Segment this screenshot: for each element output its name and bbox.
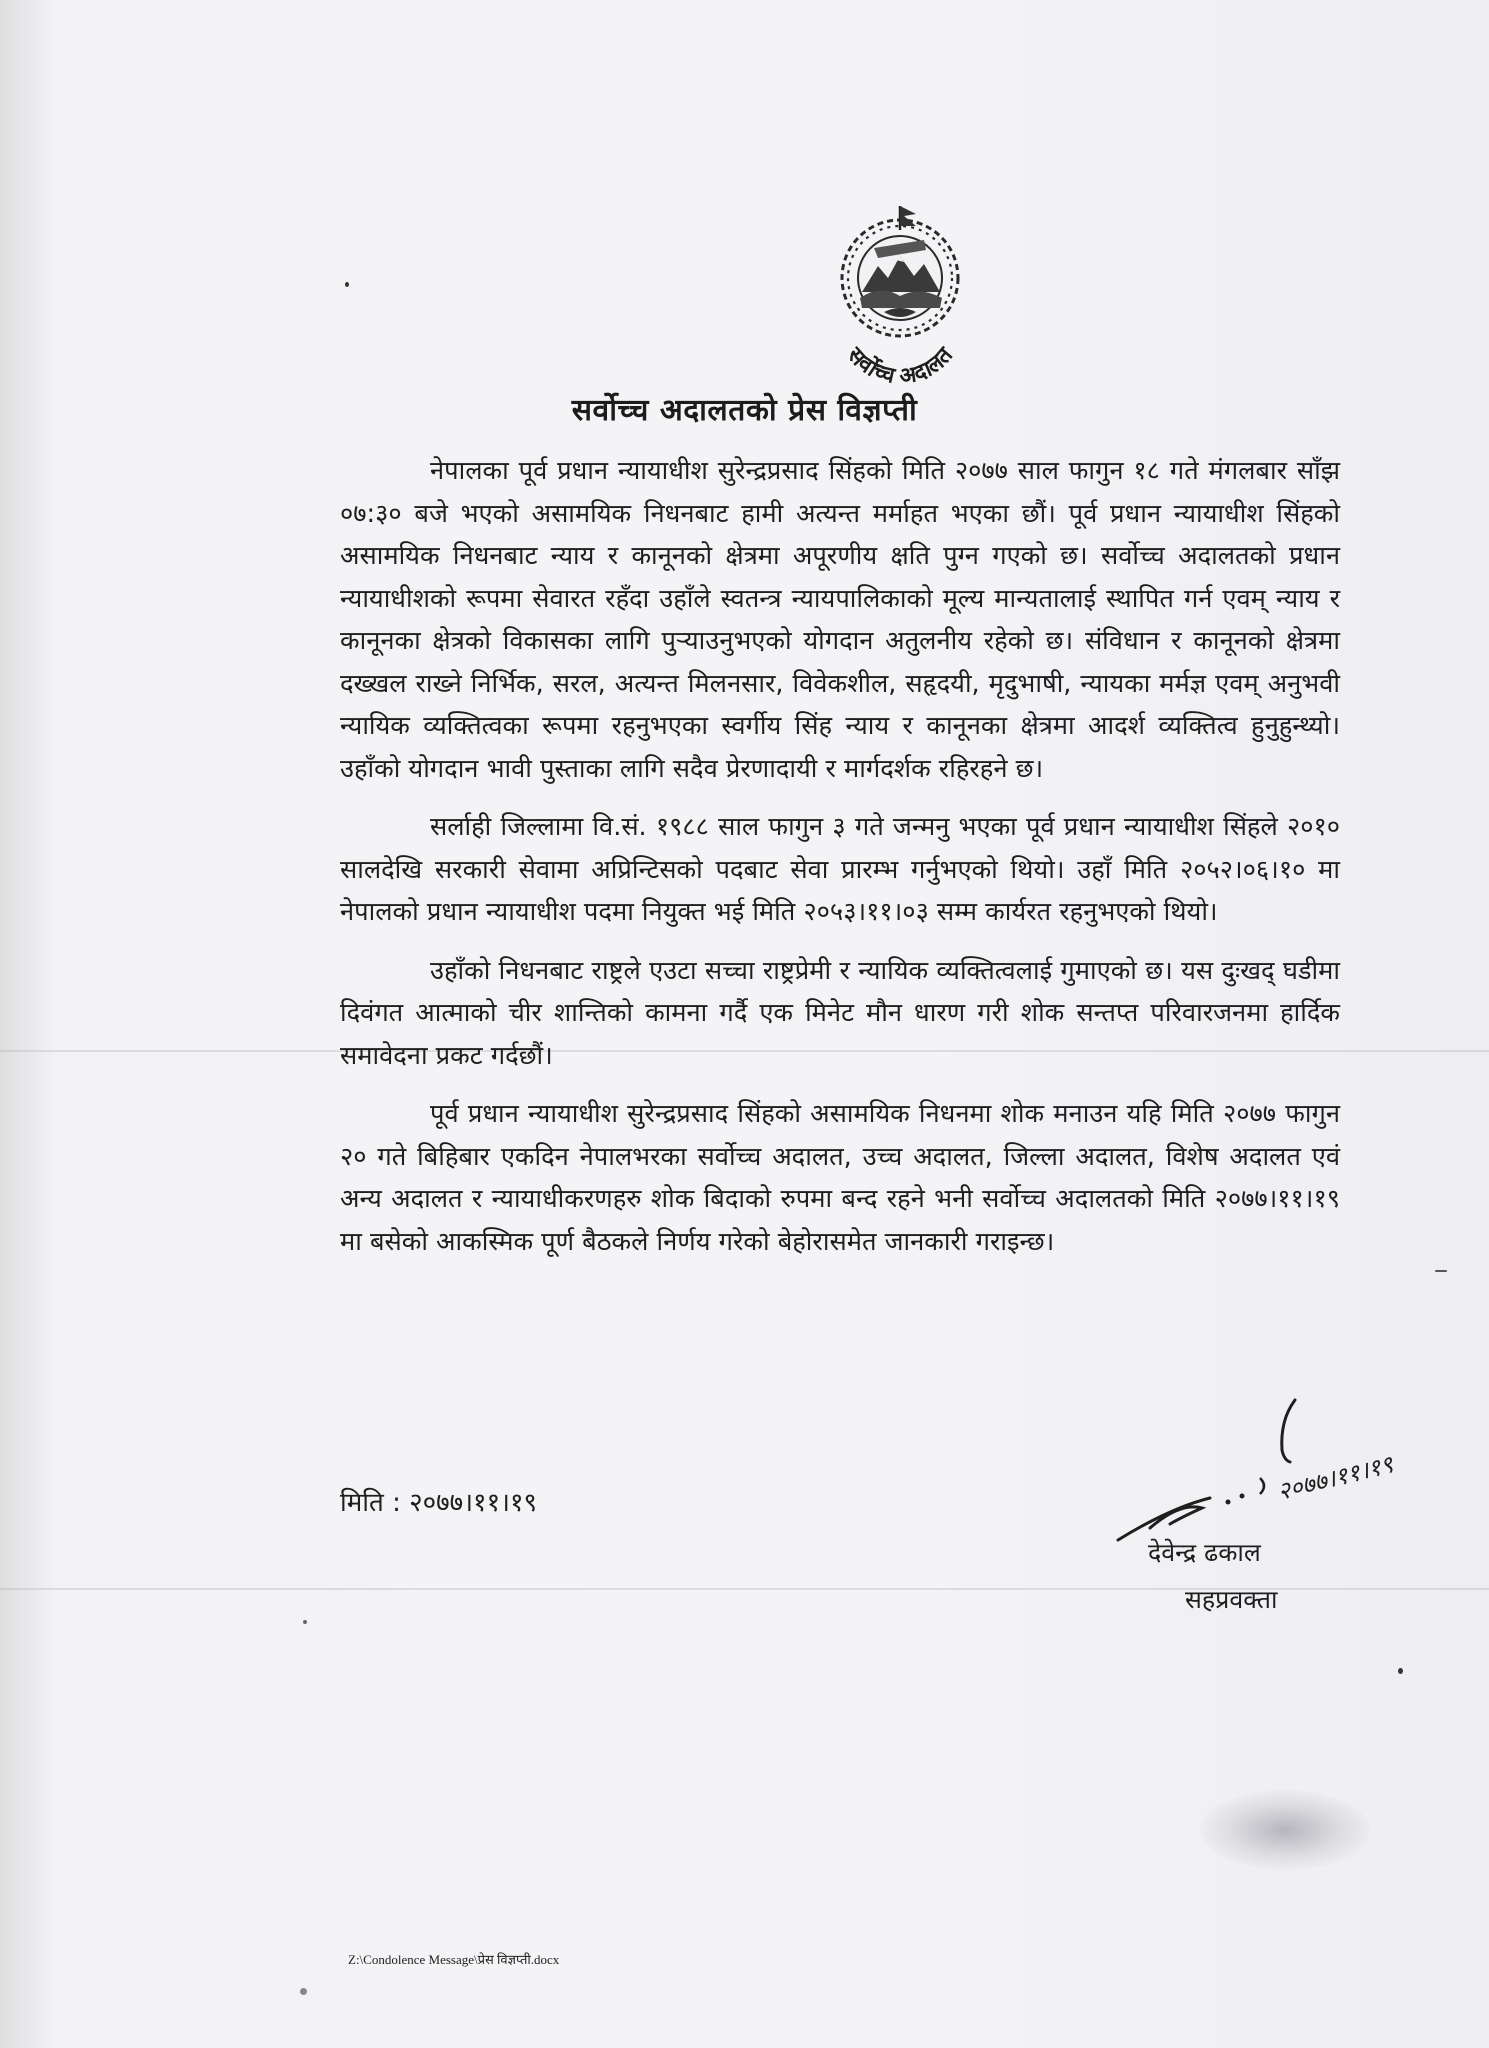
signature-handwritten-date: २०७७।११।१९	[1274, 1450, 1396, 1506]
scan-speck	[1435, 1270, 1447, 1272]
paragraph-3: उहाँको निधनबाट राष्ट्रले एउटा सच्चा राष्ट्रप्रेमी र न्यायिक व्यक्तित्वलाई गुमाएको छ। यस दुःखद् घडीमा दिवंगत आत्माको चीर शान्तिको कामना गर्दै एक मिनेट मौन धारण गरी शोक सन्तप्त परिवारजनमा हार्दिक समावेदना प्रकट गर्दछौं।	[340, 955, 1340, 1071]
scan-speck	[300, 1988, 307, 1995]
svg-text:सर्वोच्च अदालत	[841, 342, 959, 389]
paragraph-4: पूर्व प्रधान न्यायाधीश सुरेन्द्रप्रसाद सिंहको असामयिक निधनमा शोक मनाउन यहि मिति २०७७ फागुन २० गते बिहिबार एकदिन नेपालभरका सर्वोच्च अदालत, उच्च अदालत, जिल्ला अदालत, विशेष अदालत एवं अन्य अदालत र न्यायाधीकरणहरु शोक बिदाको रुपमा बन्द रहने भनी सर्वोच्च अदालतको मिति २०७७।११।१९ मा बसेको आकस्मिक पूर्ण बैठकले निर्णय गरेको बेहोरासमेत जानकारी गराइन्छ।	[340, 1099, 1340, 1257]
press-release-body	[340, 450, 1340, 1279]
scan-speck	[345, 282, 349, 287]
scan-speck	[303, 1620, 307, 1624]
supreme-court-emblem-icon	[800, 200, 990, 390]
handwritten-signature	[1110, 1390, 1430, 1550]
signer-name: देवेन्द्र ढकाल	[1148, 1538, 1261, 1567]
page-title: सर्वोच्च अदालतको प्रेस विज्ञप्ती	[571, 393, 918, 428]
issue-date: मिति : २०७७।११।१९	[340, 1488, 537, 1518]
ink-smudge	[1200, 1790, 1370, 1870]
footer-file-path: Z:\Condolence Message\प्रेस विज्ञप्ती.docx	[348, 1952, 560, 1967]
paragraph-1: नेपालका पूर्व प्रधान न्यायाधीश सुरेन्द्रप्रसाद सिंहको मिति २०७७ साल फागुन १८ गते मंगलबार साँझ ०७:३० बजे भएको असामयिक निधनबाट हामी अत्यन्त मर्माहत भएका छौं। पूर्व प्रधान न्यायाधीश सिंहको असामयिक निधनबाट न्याय र कानूनको क्षेत्रमा अपूरणीय क्षति पुग्न गएको छ। सर्वोच्च अदालतको प्रधान न्यायाधीशको रूपमा सेवारत रहँदा उहाँले स्वतन्त्र न्यायपालिकाको मूल्य मान्यतालाई स्थापित गर्न एवम् न्याय र कानूनका क्षेत्रको विकासका लागि पुऱ्याउनुभएको योगदान अतुलनीय रहेको छ। संविधान र कानूनको क्षेत्रमा दख्खल राख्ने निर्भिक, सरल, अत्यन्त मिलनसार, विवेकशील, सहृदयी, मृदुभाषी, न्यायका मर्मज्ञ एवम् अनुभवी न्यायिक व्यक्तित्वका रूपमा रहनुभएका स्वर्गीय सिंह न्याय र कानूनका क्षेत्रमा आदर्श व्यक्तित्व हुनुहुन्थ्यो। उहाँको योगदान भावी पुस्ताका लागि सदैव प्रेरणादायी र मार्गदर्शक रहिरहने छ।	[340, 456, 1340, 784]
scan-speck	[1398, 1668, 1403, 1674]
paragraph-2: सर्लाही जिल्लामा वि.सं. १९८८ साल फागुन ३ गते जन्मनु भएका पूर्व प्रधान न्यायाधीश सिंहले २०१० सालदेखि सरकारी सेवामा अप्रिन्टिसको पदबाट सेवा प्रारम्भ गर्नुभएको थियो। उहाँ मिति २०५२।०६।१० मा नेपालको प्रधान न्यायाधीश पदमा नियुक्त भई मिति २०५३।११।०३ सम्म कार्यरत रहनुभएको थियो।	[340, 812, 1340, 927]
page-left-edge-shadow	[0, 0, 52, 2048]
signer-role: सहप्रवक्ता	[1185, 1585, 1278, 1614]
emblem-caption: सर्वोच्च अदालत	[841, 342, 958, 390]
